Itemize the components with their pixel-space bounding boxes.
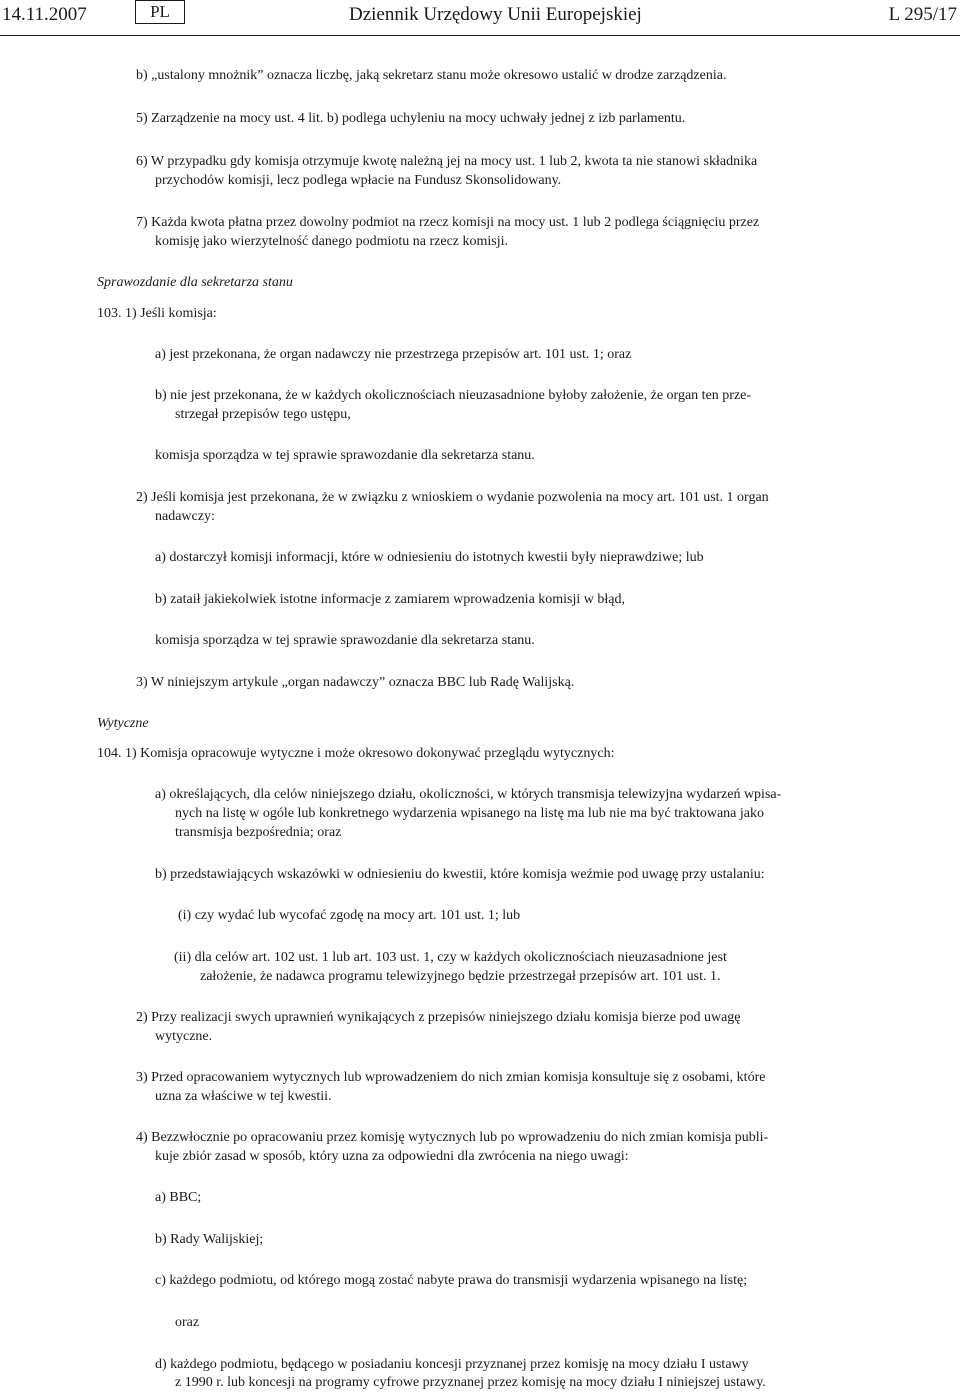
article-104-para4-line2: kuje zbiór zasad w sposób, który uzna za odpowiedni dla zwrócenia na niego uwagi:	[155, 1149, 629, 1164]
article-104-item-b-i: (i) czy wydać lub wycofać zgodę na mocy art. 101 ust. 1; lub	[178, 908, 521, 923]
header-rule	[0, 35, 960, 36]
article-104-para4-item-d-line2: z 1990 r. lub koncesji na programy cyfrowe przyznanej przez komisję na mocy działu I niniejszej ustawy.	[175, 1375, 766, 1390]
publication-date: 14.11.2007	[2, 4, 87, 25]
article-104-para4-line1: 4) Bezzwłocznie po opracowaniu przez komisję wytycznych lub po wprowadzeniu do nich zmian komisja publi-	[136, 1130, 769, 1145]
article-103-intro: 103. 1) Jeśli komisja:	[97, 306, 217, 321]
article-103-para3: 3) W niniejszym artykule „organ nadawczy” oznacza BBC lub Radę Walijską.	[136, 675, 575, 690]
article-104-item-b: b) przedstawiających wskazówki w odniesieniu do kwestii, które komisja weźmie pod uwagę przy ustalaniu:	[155, 867, 765, 882]
article-104-para3-line2: uzna za właściwe w tej kwestii.	[155, 1089, 332, 1104]
section-heading-report: Sprawozdanie dla sekretarza stanu	[97, 275, 293, 290]
article-104-para4-item-b: b) Rady Walijskiej;	[155, 1232, 264, 1247]
paragraph-7-line1: 7) Każda kwota płatna przez dowolny podmiot na rzecz komisji na mocy ust. 1 lub 2 podlega ściągnięciu przez	[136, 215, 760, 230]
article-103-para2-line2: nadawczy:	[155, 509, 215, 524]
article-104-item-b-ii-line2: założenie, że nadawca programu telewizyjnego będzie przestrzegał przepisów art. 101 ust. 1.	[200, 969, 721, 984]
article-104-item-a-line2: nych na listę w ogóle lub konkretnego wydarzenia wpisanego na listę ma lub nie ma być traktowana jako	[175, 806, 764, 821]
language-badge: PL	[135, 0, 185, 24]
paragraph-6-line1: 6) W przypadku gdy komisja otrzymuje kwotę należną jej na mocy ust. 1 lub 2, kwota ta nie stanowi składnika	[136, 154, 758, 169]
article-103-para2-conclusion: komisja sporządza w tej sprawie sprawozdanie dla sekretarza stanu.	[155, 633, 535, 648]
article-104-para2-line2: wytyczne.	[155, 1029, 213, 1044]
article-103-conclusion: komisja sporządza w tej sprawie sprawozdanie dla sekretarza stanu.	[155, 448, 535, 463]
paragraph-b-multiplier: b) „ustalony mnożnik” oznacza liczbę, jaką sekretarz stanu może okresowo ustalić w drodze zarządzenia.	[136, 68, 727, 83]
article-104-para4-item-a: a) BBC;	[155, 1190, 202, 1205]
article-104-para3-line1: 3) Przed opracowaniem wytycznych lub wprowadzeniem do nich zmian komisja konsultuje się z osobami, które	[136, 1070, 766, 1085]
article-104-para2-line1: 2) Przy realizacji swych uprawnień wynikających z przepisów niniejszego działu komisja bierze pod uwagę	[136, 1010, 741, 1025]
page-header	[0, 0, 960, 36]
article-103-item-b-line1: b) nie jest przekonana, że w każdych okolicznościach nieuzasadnione byłoby założenie, że organ ten prze-	[155, 388, 752, 403]
article-103-item-a: a) jest przekonana, że organ nadawczy nie przestrzega przepisów art. 101 ust. 1; oraz	[155, 347, 632, 362]
paragraph-6-line2: przychodów komisji, lecz podlega wpłacie na Fundusz Skonsolidowany.	[155, 173, 562, 188]
paragraph-5: 5) Zarządzenie na mocy ust. 4 lit. b) podlega uchyleniu na mocy uchwały jednej z izb parlamentu.	[136, 111, 686, 126]
article-104-para4-item-d-line1: d) każdego podmiotu, będącego w posiadaniu koncesji przyznanej przez komisję na mocy działu I ustawy	[155, 1357, 749, 1372]
article-103-para2-line1: 2) Jeśli komisja jest przekonana, że w związku z wnioskiem o wydanie pozwolenia na mocy art. 101 ust. 1 organ	[136, 490, 769, 505]
article-104-item-b-ii-line1: (ii) dla celów art. 102 ust. 1 lub art. 103 ust. 1, czy w każdych okolicznościach nieuzasadnione jest	[174, 950, 727, 965]
article-104-item-a-line1: a) określających, dla celów niniejszego działu, okoliczności, w których transmisja telewizyjna wydarzeń wpisa-	[155, 787, 782, 802]
journal-title: Dziennik Urzędowy Unii Europejskiej	[349, 4, 642, 25]
article-103-item-b-line2: strzegał przepisów tego ustępu,	[175, 407, 351, 422]
article-104-intro: 104. 1) Komisja opracowuje wytyczne i może okresowo dokonywać przeglądu wytycznych:	[97, 746, 615, 761]
article-103-para2-item-b: b) zataił jakiekolwiek istotne informacje z zamiarem wprowadzenia komisji w błąd,	[155, 592, 625, 607]
paragraph-7-line2: komisję jako wierzytelność danego podmiotu na rzecz komisji.	[155, 234, 509, 249]
article-104-item-a-line3: transmisja bezpośrednia; oraz	[175, 825, 342, 840]
article-103-para2-item-a: a) dostarczył komisji informacji, które w odniesieniu do istotnych kwestii były nieprawdziwe; lub	[155, 550, 704, 565]
page-reference: L 295/17	[888, 4, 957, 25]
article-104-para4-item-c: c) każdego podmiotu, od którego mogą zostać nabyte prawa do transmisji wydarzenia wpisanego na listę;	[155, 1273, 748, 1288]
article-104-para4-oraz: oraz	[175, 1315, 200, 1330]
section-heading-guidelines: Wytyczne	[97, 716, 149, 731]
